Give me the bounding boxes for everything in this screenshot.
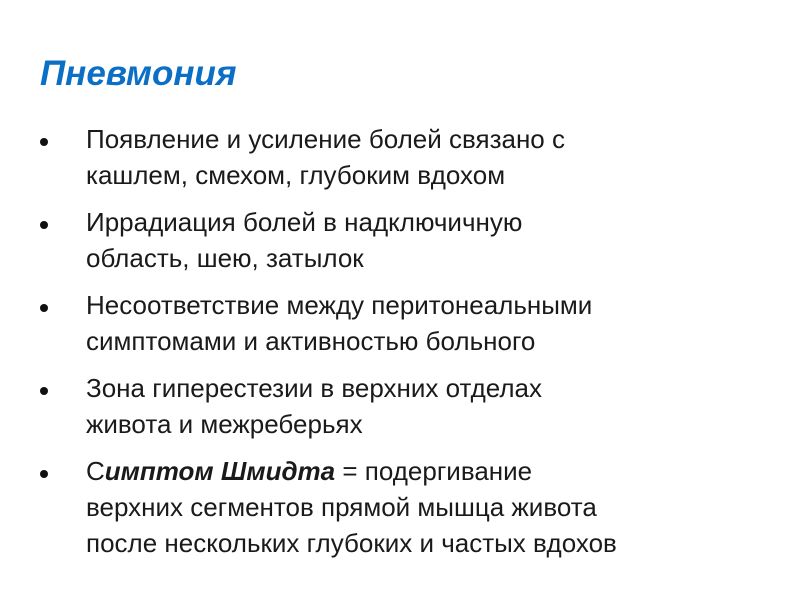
bullet-line: Появление и усиление болей связано с bbox=[86, 124, 565, 154]
bullet-line bbox=[86, 453, 780, 489]
bullet-line: кашлем, смехом, глубоким вдохом bbox=[86, 160, 506, 190]
bullet-line: живота и межреберьях bbox=[86, 409, 363, 439]
bullet-line: область, шею, затылок bbox=[86, 243, 364, 273]
bullet-list bbox=[40, 121, 780, 572]
bullet-item bbox=[40, 287, 780, 359]
symptom-first-letter: С bbox=[86, 456, 105, 486]
bullet-dot-icon bbox=[40, 138, 48, 146]
symptom-name: имптом Шмидта bbox=[104, 456, 336, 486]
bullet-dot-icon bbox=[40, 304, 48, 312]
bullet-dot-icon bbox=[40, 221, 48, 229]
slide-title: Пневмония bbox=[40, 54, 237, 93]
bullet-dot-icon bbox=[40, 470, 48, 478]
bullet-line: верхних сегментов прямой мышца живота bbox=[86, 492, 597, 522]
bullet-item bbox=[40, 453, 780, 561]
bullet-dot-icon bbox=[40, 387, 48, 395]
bullet-item bbox=[40, 204, 780, 276]
bullet-line: после нескольких глубоких и частых вдохов bbox=[86, 528, 617, 558]
bullet-item bbox=[40, 370, 780, 442]
bullet-line: Несоответствие между перитонеальными bbox=[86, 290, 593, 320]
bullet-item bbox=[40, 121, 780, 193]
bullet-line: Иррадиация болей в надключичную bbox=[86, 207, 523, 237]
bullet-line: Зона гиперестезии в верхних отделах bbox=[86, 373, 542, 403]
symptom-definition: = подергивание bbox=[335, 456, 533, 486]
bullet-line: симптомами и активностью больного bbox=[86, 326, 536, 356]
